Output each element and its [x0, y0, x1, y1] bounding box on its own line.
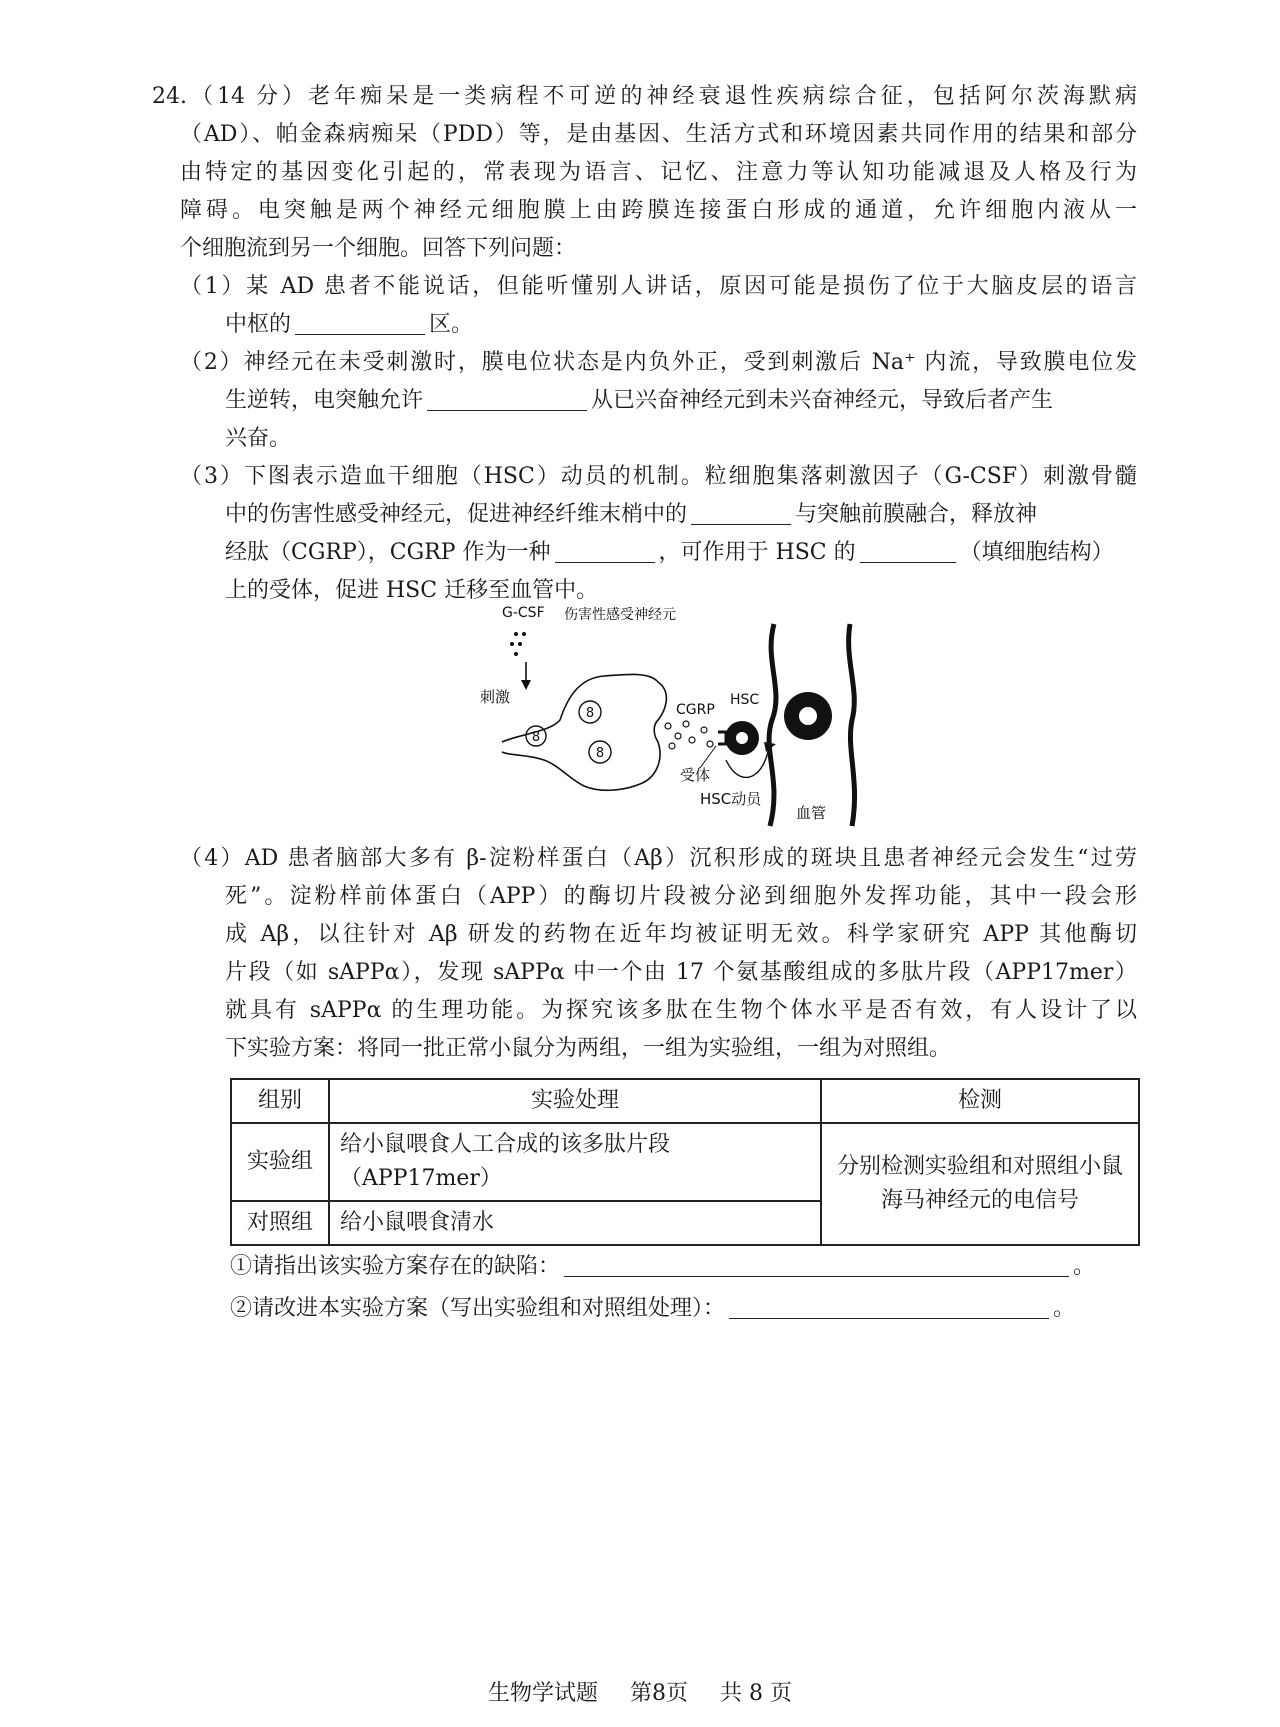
part4-line-4: 片段（如 sAPPα），发现 sAPPα 中一个由 17 个氨基酸组成的多肽片段（APP17mer） — [225, 960, 1137, 985]
part3-line-2 — [225, 496, 1037, 534]
part2-line-2-start: 生逆转，电突触允许 — [225, 388, 424, 413]
sub-question-2-text: ②请改进本实验方案（写出实验组和对照组处理）： — [230, 1296, 726, 1321]
part3-line-2-end: 与突触前膜融合，释放神 — [795, 502, 1038, 527]
receptor-pointer — [700, 746, 716, 768]
vessel-wall-left — [769, 624, 776, 826]
vessel-wall-right — [849, 624, 855, 826]
hsc-cell-icon — [718, 721, 759, 755]
sub-question-1 — [230, 1248, 1095, 1286]
part1-line-1: （1）某 AD 患者不能说话，但能听懂别人讲话，原因可能是损伤了位于大脑皮层的语言 — [180, 274, 1137, 299]
part4-line-1: （4）AD 患者脑部大多有 β-淀粉样蛋白（Aβ）沉积形成的斑块且患者神经元会发生“过劳 — [180, 846, 1137, 871]
part1-line-2-start: 中枢的 — [225, 312, 292, 337]
part2-line-2 — [225, 382, 1053, 420]
gcsf-particles — [510, 632, 526, 656]
q24-line-3: 由特定的基因变化引起的，常表现为语言、记忆、注意力等认知功能减退及人格及行为 — [180, 160, 1137, 185]
answer-blank-7[interactable] — [729, 1292, 1049, 1319]
svg-text:8: 8 — [595, 746, 605, 761]
hsc-mobilize-label: HSC动员 — [700, 790, 762, 808]
vessel-label: 血管 — [796, 804, 827, 822]
footer-subject: 生物学试题 — [488, 1681, 599, 1706]
part3-line-3 — [225, 534, 1114, 572]
q24-line-2: （AD）、帕金森病痴呆（PDD）等，是由基因、生活方式和环境因素共同作用的结果和部分 — [180, 122, 1137, 147]
cgrp-label: CGRP — [676, 702, 715, 718]
part3-line-3-mid: ，可作用于 HSC 的 — [658, 540, 856, 565]
cgrp-particles — [665, 721, 713, 749]
page-footer — [0, 1676, 1280, 1707]
stimulus-label: 刺激 — [480, 688, 511, 706]
q24-line-4: 障碍。电突触是两个神经元细胞膜上由跨膜连接蛋白形成的通道，允许细胞内液从一 — [180, 198, 1137, 223]
cell-group-control: 对照组 — [231, 1201, 329, 1245]
part2-line-2-end: 从已兴奋神经元到未兴奋神经元，导致后者产生 — [591, 388, 1054, 413]
answer-blank-5[interactable] — [860, 536, 956, 563]
vesicle-icon — [589, 741, 611, 763]
answer-blank-4[interactable] — [555, 536, 655, 563]
vesicle-icon — [526, 726, 546, 746]
hsc-cell-icon — [784, 692, 832, 740]
sub-question-1-text: ①请指出该实验方案存在的缺陷： — [230, 1254, 561, 1279]
part2-line-1: （2）神经元在未受刺激时，膜电位状态是内负外正，受到刺激后 Na⁺ 内流，导致膜电位发 — [180, 350, 1137, 375]
cell-detection: 分别检测实验组和对照组小鼠海马神经元的电信号 — [821, 1123, 1139, 1245]
part4-line-5: 就具有 sAPPα 的生理功能。为探究该多肽在生物个体水平是否有效，有人设计了以 — [225, 998, 1137, 1023]
vesicle-icon — [579, 701, 601, 723]
part3-line-3-end: （填细胞结构） — [959, 540, 1114, 565]
blood-vessel-figure — [760, 620, 890, 830]
stimulus-arrowhead — [521, 680, 531, 690]
table-row — [231, 1123, 1139, 1201]
svg-text:8: 8 — [585, 706, 595, 721]
header-group: 组别 — [231, 1079, 329, 1123]
sub-question-1-period: 。 — [1073, 1254, 1096, 1279]
part3-line-2-start: 中的伤害性感受神经元，促进神经纤维末梢中的 — [225, 502, 688, 527]
part4-line-6: 下实验方案：将同一批正常小鼠分为两组，一组为实验组，一组为对照组。 — [225, 1036, 952, 1061]
q24-line-5: 个细胞流到另一个细胞。回答下列问题： — [180, 236, 577, 261]
cell-group-experimental: 实验组 — [231, 1123, 329, 1201]
sub-question-2-period: 。 — [1053, 1296, 1076, 1321]
neuron-label: 伤害性感受神经元 — [564, 607, 676, 623]
part4-line-3: 成 Aβ，以往针对 Aβ 研发的药物在近年均被证明无效。科学家研究 APP 其他酶切 — [225, 922, 1137, 947]
experiment-table — [230, 1078, 1140, 1246]
q24-line-1: 24.（14 分）老年痴呆是一类病程不可逆的神经衰退性疾病综合征，包括阿尔茨海默病 — [152, 84, 1137, 109]
svg-text:8: 8 — [531, 730, 541, 745]
answer-blank-1[interactable] — [295, 308, 425, 335]
part2-line-3: 兴奋。 — [225, 426, 292, 451]
hsc-label: HSC — [730, 692, 760, 708]
footer-page: 第8页 — [630, 1681, 689, 1706]
answer-blank-2[interactable] — [427, 384, 587, 411]
cell-treatment-experimental: 给小鼠喂食人工合成的该多肽片段（APP17mer） — [329, 1123, 821, 1201]
header-treatment: 实验处理 — [329, 1079, 821, 1123]
answer-blank-3[interactable] — [691, 498, 791, 525]
part3-line-1: （3）下图表示造血干细胞（HSC）动员的机制。粒细胞集落刺激因子（G-CSF）刺激骨髓 — [180, 464, 1137, 489]
sub-question-2 — [230, 1290, 1075, 1328]
footer-total: 共 8 页 — [720, 1681, 792, 1706]
part1-line-2 — [225, 306, 473, 344]
header-detection: 检测 — [821, 1079, 1139, 1123]
part1-line-2-end: 区。 — [429, 312, 474, 337]
table-header-row — [231, 1079, 1139, 1123]
part3-line-3-start: 经肽（CGRP），CGRP 作为一种 — [225, 540, 551, 565]
part3-line-4: 上的受体，促进 HSC 迁移至血管中。 — [225, 578, 599, 603]
cell-treatment-control: 给小鼠喂食清水 — [329, 1201, 821, 1245]
hsc-mobilization-figure — [480, 605, 780, 818]
receptor-label: 受体 — [680, 766, 711, 784]
part4-line-2: 死”。淀粉样前体蛋白（APP）的酶切片段被分泌到细胞外发挥功能，其中一段会形 — [225, 884, 1137, 909]
gcsf-label: G-CSF — [502, 605, 545, 621]
answer-blank-6[interactable] — [564, 1250, 1069, 1277]
